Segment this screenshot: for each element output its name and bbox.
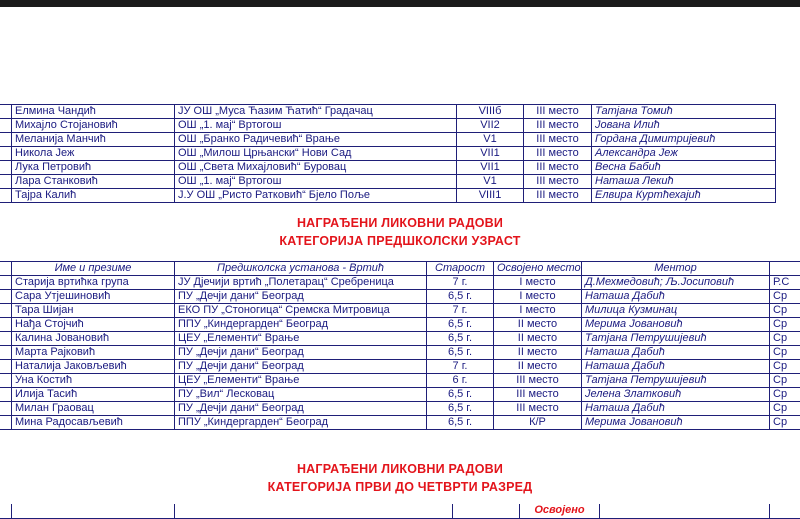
header-place: Освојено место [494, 262, 582, 276]
child-name: Старија вртићка група [12, 276, 175, 290]
award-place: III место [524, 133, 592, 147]
table-row [0, 402, 800, 416]
age: 6,5 г. [427, 346, 494, 360]
mentor-name: Јована Илић [592, 119, 776, 133]
school-name: ОШ „Милош Црњански“ Нови Сад [175, 147, 457, 161]
heading-preschool-line1: НАГРАЂЕНИ ЛИКОВНИ РАДОВИ [0, 214, 800, 232]
heading-preschool [0, 214, 800, 250]
child-name: Наталија Јаковљевић [12, 360, 175, 374]
age: 6,5 г. [427, 318, 494, 332]
extra-cell: Ср [770, 290, 800, 304]
header-age: Старост [427, 262, 494, 276]
child-name: Сара Утјешиновић [12, 290, 175, 304]
results-table-upper-grades [0, 104, 776, 203]
heading-grades-line2: КАТЕГОРИЈА ПРВИ ДО ЧЕТВРТИ РАЗРЕД [0, 478, 800, 496]
award-place: II место [494, 346, 582, 360]
institution-name: ПУ „Дечји дани“ Београд [175, 360, 427, 374]
mentor-name: Александра Јеж [592, 147, 776, 161]
school-name: ОШ „1. мај“ Вртогош [175, 175, 457, 189]
grade: V1 [457, 133, 524, 147]
extra-cell: Ср [770, 402, 800, 416]
student-name: Лара Станковић [12, 175, 175, 189]
extra-cell: Ср [770, 374, 800, 388]
row-index-cell [0, 388, 12, 402]
award-place: III место [524, 119, 592, 133]
row-index-cell [0, 147, 12, 161]
mentor-name: Јелена Златковић [582, 388, 770, 402]
award-place: II место [494, 318, 582, 332]
mentor-name: Татјана Петрушијевић [582, 374, 770, 388]
grade: VII1 [457, 147, 524, 161]
header-institution: Предшколска установа - Вртић [175, 262, 427, 276]
table-row [0, 133, 776, 147]
institution-name: ПУ „Вил“ Лесковац [175, 388, 427, 402]
table-row [0, 189, 776, 203]
grade: VII1 [457, 161, 524, 175]
child-name: Калина Јовановић [12, 332, 175, 346]
header-mentor: Ментор [582, 262, 770, 276]
row-index-cell [0, 189, 12, 203]
header-cell [0, 504, 12, 519]
mentor-name: Наташа Дабић [582, 290, 770, 304]
award-place: II место [494, 332, 582, 346]
age: 7 г. [427, 276, 494, 290]
heading-preschool-line2: КАТЕГОРИЈА ПРЕДШКОЛСКИ УЗРАСТ [0, 232, 800, 250]
institution-name: ППУ „Киндергарден“ Београд [175, 318, 427, 332]
extra-cell: Ср [770, 304, 800, 318]
results-table-grades-1-4 [0, 504, 800, 519]
table-header-row [0, 504, 800, 519]
award-place: III место [524, 189, 592, 203]
extra-cell: Р.С [770, 276, 800, 290]
mentor-name: Д.Мехмедовић; Љ.Јосиповић [582, 276, 770, 290]
header-extra [770, 262, 800, 276]
row-index-cell [0, 290, 12, 304]
mentor-name: Гордана Димитријевић [592, 133, 776, 147]
student-name: Меланија Манчић [12, 133, 175, 147]
award-place: I место [494, 304, 582, 318]
award-place: III место [524, 175, 592, 189]
institution-name: ЦЕУ „Елементи“ Врање [175, 374, 427, 388]
mentor-name: Наташа Дабић [582, 402, 770, 416]
table-row [0, 119, 776, 133]
row-index-cell [0, 374, 12, 388]
table-row [0, 332, 800, 346]
table-row [0, 374, 800, 388]
row-index-cell [0, 133, 12, 147]
child-name: Мина Радосављевић [12, 416, 175, 430]
institution-name: ЈУ Дјечији вртић „Полетарац“ Сребреница [175, 276, 427, 290]
extra-cell: Ср [770, 332, 800, 346]
table-row [0, 161, 776, 175]
mentor-name: Наташа Лекић [592, 175, 776, 189]
child-name: Уна Костић [12, 374, 175, 388]
age: 7 г. [427, 360, 494, 374]
row-index-cell [0, 402, 12, 416]
grade: VII2 [457, 119, 524, 133]
heading-grades-line1: НАГРАЂЕНИ ЛИКОВНИ РАДОВИ [0, 460, 800, 478]
extra-cell: Ср [770, 388, 800, 402]
age: 6,5 г. [427, 388, 494, 402]
row-index-cell [0, 119, 12, 133]
row-index-cell [0, 304, 12, 318]
award-place: III место [524, 105, 592, 119]
institution-name: ЦЕУ „Елементи“ Врање [175, 332, 427, 346]
award-place: III место [524, 161, 592, 175]
table-row [0, 290, 800, 304]
extra-cell: Ср [770, 346, 800, 360]
table-row [0, 318, 800, 332]
award-place: II место [494, 360, 582, 374]
header-cell [770, 504, 800, 519]
grade: VIIIб [457, 105, 524, 119]
mentor-name: Елвира Куртћехајић [592, 189, 776, 203]
grade: V1 [457, 175, 524, 189]
table-row [0, 416, 800, 430]
header-place-partial: Освојено [520, 504, 600, 519]
child-name: Марта Рајковић [12, 346, 175, 360]
header-name: Име и презиме [12, 262, 175, 276]
student-name: Елмина Чандић [12, 105, 175, 119]
row-index-cell [0, 416, 12, 430]
table-row [0, 105, 776, 119]
age: 6,5 г. [427, 332, 494, 346]
row-index-cell [0, 276, 12, 290]
row-index-cell [0, 318, 12, 332]
child-name: Тара Шијан [12, 304, 175, 318]
table-row [0, 360, 800, 374]
award-place: I место [494, 290, 582, 304]
grade: VIII1 [457, 189, 524, 203]
header-blank [0, 262, 12, 276]
institution-name: ЕКО ПУ „Стоногица“ Сремска Митровица [175, 304, 427, 318]
age: 7 г. [427, 304, 494, 318]
table-row [0, 388, 800, 402]
award-place: III место [494, 374, 582, 388]
mentor-name: Милица Кузминац [582, 304, 770, 318]
header-cell [12, 504, 175, 519]
award-place: III место [524, 147, 592, 161]
header-cell [600, 504, 770, 519]
age: 6,5 г. [427, 402, 494, 416]
student-name: Никола Јеж [12, 147, 175, 161]
extra-cell: Ср [770, 318, 800, 332]
header-cell [453, 504, 520, 519]
institution-name: ПУ „Дечји дани“ Београд [175, 346, 427, 360]
award-place: I место [494, 276, 582, 290]
award-place: III место [494, 402, 582, 416]
table-row [0, 147, 776, 161]
table-row [0, 346, 800, 360]
header-cell [175, 504, 453, 519]
mentor-name: Мерима Јовановић [582, 318, 770, 332]
row-index-cell [0, 161, 12, 175]
school-name: Ј.У ОШ „Ристо Ратковић“ Бјело Поље [175, 189, 457, 203]
age: 6 г. [427, 374, 494, 388]
mentor-name: Наташа Дабић [582, 346, 770, 360]
child-name: Милан Граовац [12, 402, 175, 416]
top-bar [0, 0, 800, 7]
institution-name: ПУ „Дечји дани“ Београд [175, 290, 427, 304]
school-name: ЈУ ОШ „Муса Ћазим Ћатић“ Градачац [175, 105, 457, 119]
table-row [0, 276, 800, 290]
institution-name: ПУ „Дечји дани“ Београд [175, 402, 427, 416]
row-index-cell [0, 105, 12, 119]
row-index-cell [0, 346, 12, 360]
table-row [0, 175, 776, 189]
extra-cell: Ср [770, 360, 800, 374]
school-name: ОШ „Бранко Радичевић“ Врање [175, 133, 457, 147]
age: 6,5 г. [427, 290, 494, 304]
mentor-name: Наташа Дабић [582, 360, 770, 374]
heading-grades-1-4 [0, 460, 800, 496]
institution-name: ППУ „Киндергарден“ Београд [175, 416, 427, 430]
row-index-cell [0, 360, 12, 374]
extra-cell: Ср [770, 416, 800, 430]
student-name: Михајло Стојановић [12, 119, 175, 133]
award-place: К/Р [494, 416, 582, 430]
mentor-name: Татјана Томић [592, 105, 776, 119]
table-row [0, 304, 800, 318]
child-name: Илија Тасић [12, 388, 175, 402]
school-name: ОШ „1. мај“ Вртогош [175, 119, 457, 133]
mentor-name: Татјана Петрушијевић [582, 332, 770, 346]
mentor-name: Мерима Јовановић [582, 416, 770, 430]
row-index-cell [0, 332, 12, 346]
results-table-preschool [0, 261, 800, 430]
child-name: Нађа Стојчић [12, 318, 175, 332]
award-place: III место [494, 388, 582, 402]
student-name: Тајра Калић [12, 189, 175, 203]
school-name: ОШ „Света Михајловић“ Буровац [175, 161, 457, 175]
student-name: Лука Петровић [12, 161, 175, 175]
age: 6,5 г. [427, 416, 494, 430]
table-header-row [0, 262, 800, 276]
mentor-name: Весна Бабић [592, 161, 776, 175]
row-index-cell [0, 175, 12, 189]
